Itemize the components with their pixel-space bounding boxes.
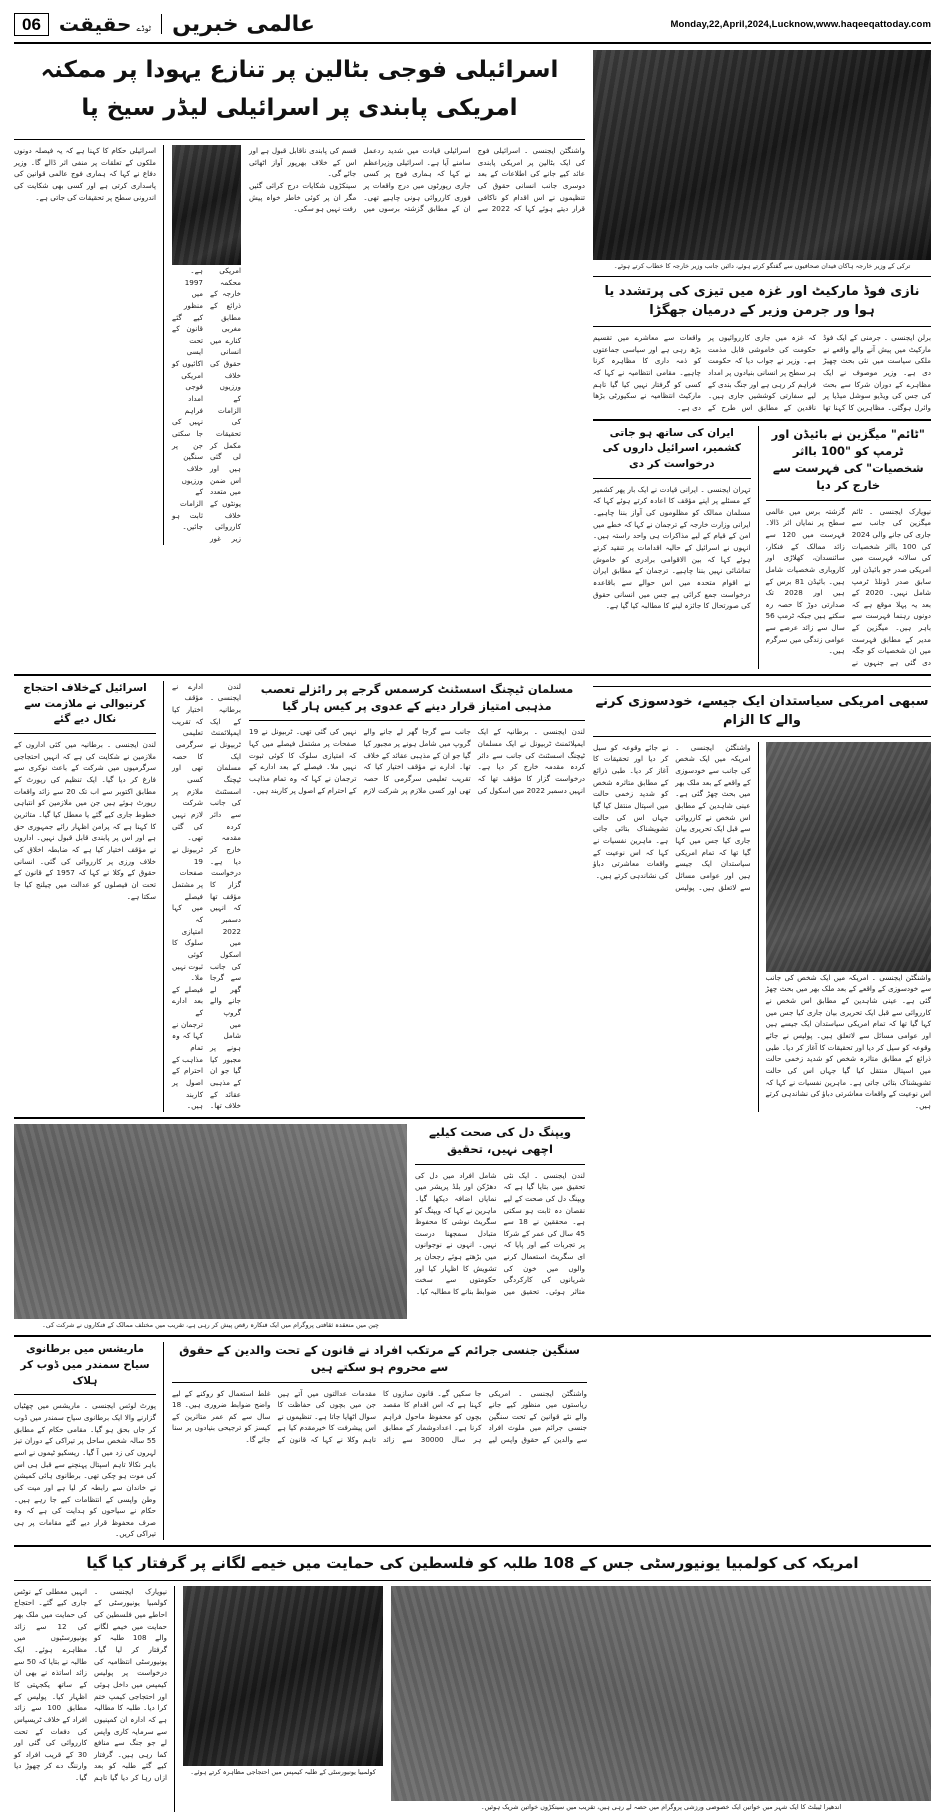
divider	[249, 720, 585, 721]
divider	[161, 14, 162, 34]
body-nazi-food-market: برلن ایجنسی ۔ جرمنی کے ایک فوڈ مارکیٹ میں پیش آنے والے واقعے نے ملکی سیاست میں نئی بحث چھیڑ دی ہے۔ وزیر موصوف نے ایک مظاہرے کے دوران شرکا سے بحث کی جس کی ویڈیو سوشل میڈیا پر وائرل ہوگئی۔ مظاہرین کا کہنا تھا کہ غزہ میں جاری کارروائیوں پر حکومت کی خاموشی قابل مذمت ہے۔ وزیر نے جواب دیا کہ حکومت ہر سطح پر انسانی بنیادوں پر امداد فراہم کر رہی ہے اور جنگ بندی کے لیے سفارتی کوششیں جاری ہیں۔ ناقدین کے مطابق اس طرح کے واقعات سے معاشرے میں تقسیم بڑھ رہی ہے اور سیاسی جماعتوں کو ذمہ داری کا مظاہرہ کرنا چاہیے۔ مقامی انتظامیہ نے کہا کہ کسی کو گرفتار نہیں کیا گیا تاہم مارکیٹ انتظامیہ نے سکیورٹی بڑھا دی ہے۔	[593, 332, 931, 412]
yoga-photo-wrap	[391, 1586, 931, 1812]
divider	[766, 500, 932, 501]
middle-right	[14, 681, 585, 1330]
photo-caption-columbia: کولمبیا یونیورسٹی کے طلبہ کیمپس میں احتجاجی مظاہرہ کرتے ہوئے۔	[190, 1767, 376, 1776]
body-self-immolation-a: واشنگٹن ایجنسی ۔ امریکہ میں ایک شخص کی جانب سے خودسوزی کے واقعے کے بعد ملک بھر میں بحث چھڑ گئی ہے۔ عینی شاہدین کے مطابق اس شخص نے کارروائی سے قبل ایک تحریری بیان جاری کیا جس میں کہا گیا تھا کہ تمام امریکی سیاستدان ایک جیسے ہیں اور عوامی مسائل سے لاتعلق ہیں۔ پولیس نے جائے وقوعہ کو سیل کر دیا اور تحقیقات کا آغاز کر دیا۔ طبی ذرائع کے مطابق متاثرہ شخص کو شدید زخمی حالت میں اسپتال منتقل کیا گیا جہاں اس کی حالت تشویشناک بتائی جاتی ہے۔ ماہرین نفسیات نے کہا کہ اس نوعیت کے واقعات معاشرتی دباؤ کی نشاندہی کرتے ہیں۔	[765, 972, 931, 1110]
headline-time-magazine: "ٹائم" میگزین نے بائیڈن اور ٹرمپ کو "100 بااثر شخصیات" کی فہرست سے خارج کر دیا	[771, 426, 925, 493]
body-muslim-tech-church-cont: لندن ایجنسی ۔ برطانیہ کے ایک ایمپلائمنٹ ٹربیونل نے ایک مسلمان ٹیچنگ اسسٹنٹ کی جانب سے دائر کردہ مقدمہ خارج کر دیا ہے۔ درخواست گزار کا مؤقف تھا کہ انہیں دسمبر 2022 میں اسکول کی جانب سے گرجا گھر لے جانے والے گروپ میں شامل ہونے پر مجبور کیا گیا جو ان کے مذہبی عقائد کے خلاف تھا۔ ادارے نے مؤقف اختیار کیا کہ تقریب تعلیمی سرگرمی کا حصہ تھی اور کسی ملازم پر شرکت لازم نہیں کی گئی تھی۔ ٹربیونل نے 19 صفحات پر مشتمل فیصلے میں کہا کہ امتیازی سلوک کا کوئی ثبوت نہیں ملا۔ فیصلے کے بعد ادارے کے ترجمان نے کہا کہ وہ تمام مذاہب کے احترام کے اصول پر کاربند ہیں۔	[172, 681, 241, 1111]
self-immolation-text	[593, 742, 759, 1112]
headline-nazi-food-market: نازی فوڈ مارکیٹ اور غزہ میں تیزی کی پرتشدد یا ہوا ور جرمن وزیر کے درمیان جھگڑا	[604, 283, 920, 319]
divider	[415, 1164, 585, 1165]
brand-sub: ٹوڈے	[136, 23, 152, 33]
mid-col-c	[14, 681, 164, 1112]
mid-col-a	[249, 681, 585, 1112]
page-number: 06	[14, 13, 49, 36]
body-sexual-crimes: واشنگٹن ایجنسی ۔ امریکی ریاستوں میں منظور کیے جانے والے نئے قوانین کے تحت سنگین جنسی جرائم میں ملوث افراد سے والدین کے حقوق واپس لیے جا سکیں گے۔ قانون سازوں کا کہنا ہے کہ اس اقدام کا مقصد بچوں کو محفوظ ماحول فراہم کرنا ہے۔ اعدادوشمار کے مطابق ہر سال 30000 سے زائد مقدمات عدالتوں میں آتے ہیں جن میں بچوں کی حفاظت کا سوال اٹھایا جاتا ہے۔ تنظیموں نے اس پیشرفت کا خیرمقدم کیا ہے تاہم وکلا نے کہا کہ قانون کے غلط استعمال کو روکنے کے لیے واضح ضوابط ضروری ہیں۔ 18 سال سے کم عمر متاثرین کے کیسز کو ترجیحی بنیادوں پر سنا جائے گا۔	[172, 1388, 587, 1445]
photo-yoga-class	[391, 1586, 931, 1801]
top-section	[14, 50, 931, 669]
lead-right	[14, 145, 164, 545]
middle-left-spacer	[593, 681, 931, 1330]
lead-body-2: دوسری جانب انسانی حقوق کی تنظیموں نے اس اقدام کو ناکافی قرار دیتے ہوئے کہا کہ 2022 سے جاری رپورٹوں میں درج واقعات پر فوری کارروائی ہونی چاہیے تھی۔ ان کے مطابق گزشتہ برسوں میں سینکڑوں شکایات درج کرائی گئیں مگر ان پر کوئی خاطر خواہ پیش رفت نہیں ہو سکی۔	[249, 180, 585, 214]
lead-columns	[14, 145, 585, 545]
headline-columbia: امریکہ کی کولمبیا یونیورسٹی جس کے 108 طلبہ کو فلسطین کی حمایت میں خیمے لگانے پر گرفتار کیا گیا	[86, 1554, 859, 1573]
lead-body-3: امریکی محکمہ خارجہ کے ذرائع کے مطابق مغربی کنارے میں انسانی حقوق کی خلاف ورزیوں کے الزامات کی تحقیقات مکمل کر لی گئی ہیں اور اس ضمن میں متعدد یونٹوں کے خلاف کارروائی زیر غور ہے۔ 1997 میں منظور کیے گئے قانون کے تحت ایسی اکائیوں کو امریکی فوجی امداد فراہم نہیں کی جا سکتی جن پر سنگین خلاف ورزیوں کے الزامات ثابت ہو جائیں۔	[172, 265, 241, 543]
divider	[14, 1335, 931, 1337]
body-iran-kashmir: تہران ایجنسی ۔ ایرانی قیادت نے ایک بار پھر کشمیر کے مسئلے پر اپنے مؤقف کا اعادہ کرتے ہوئے کہا کہ مسلمان ممالک کو مظلوموں کی آواز بننا چاہیے۔ ایرانی وزارت خارجہ کے ترجمان نے کہا کہ خطے میں امن کے قیام کے لیے مذاکرات ہی واحد راستہ ہیں۔ انہوں نے اسرائیل کے حالیہ اقدامات پر تنقید کرتے ہوئے کہا کہ بین الاقوامی برادری کو خاموش تماشائی نہیں بننا چاہیے۔ ترجمان کے مطابق ایران نے اقوام متحدہ میں اس حوالے سے باقاعدہ درخواست جمع کرائی ہے جس میں انسانی حقوق کی صورتحال کا جائزہ لینے کا مطالبہ کیا گیا ہے۔	[593, 484, 751, 611]
headline-usa-self-immolation: سبھی امریکی سیاستدان ایک جیسے، خودسوزی کرنے والے کا الزام	[595, 693, 929, 729]
divider	[593, 686, 931, 687]
headline-muslim-tech-church: مسلمان ٹیچنگ اسسٹنٹ کرسمس گرجے پر رائزلے تعصب مذہبی امتیاز قرار دینے کے عدوی پر کیس ہار گیا	[260, 681, 574, 713]
lead-text-left	[249, 145, 585, 545]
photo-caption-yoga: اندھیرا ٹیبلٹ کا ایک شہر میں خواتین ایک خصوصی ورزشی پروگرام میں حصہ لے رہی ہیں، تقریب میں سینکڑوں خواتین شریک ہوئیں۔	[480, 1802, 842, 1811]
section-title: عالمی خبریں	[172, 11, 315, 37]
photo-caption-dancer: چین میں منعقدہ ثقافتی پروگرام میں ایک فنکارہ رقص پیش کر رہی ہے، تقریب میں مختلف ممالک کے فنکاروں نے شرکت کی۔	[42, 1321, 379, 1330]
photo-gaza-soldiers	[172, 145, 241, 265]
headline-mauritius: ماریشس میں برطانوی سیاح سمندر میں ڈوب کر ہلاک	[20, 1343, 150, 1387]
headline-sexual-crimes: سنگین جنسی جرائم کے مرتکب افراد نے قانون کے تحت والدین کے حقوق سے محروم ہو سکتے ہیں	[179, 1343, 580, 1375]
masthead	[14, 10, 931, 44]
body-time-magazine: نیویارک ایجنسی ۔ ٹائم میگزین کی جانب سے جاری کی جانے والی 2024 کی 100 بااثر شخصیات کی سالانہ فہرست میں امریکی صدر جو بائیڈن اور سابق صدر ڈونلڈ ٹرمپ شامل نہیں۔ 2020 کے بعد یہ پہلا موقع ہے کہ دونوں رہنما فہرست سے باہر ہیں۔ میگزین کے مدیر کے مطابق فہرست میں ان شخصیات کو جگہ دی گئی ہے جنہوں نے گزشتہ برس میں عالمی سطح پر نمایاں اثر ڈالا۔ فہرست میں 120 سے زائد ممالک کے فنکار، سائنسدان، کھلاڑی اور کاروباری شخصیات شامل ہیں۔ بائیڈن 81 برس کے ہیں اور 2028 تک صدارتی دوڑ کا حصہ رہ سکتے ہیں جبکہ ٹرمپ 56 سال سے زائد عرصے سے عوامی زندگی میں سرگرم ہیں۔	[765, 506, 932, 668]
body-muslim-tech-church: لندن ایجنسی ۔ برطانیہ کے ایک ایمپلائمنٹ ٹربیونل نے ایک مسلمان ٹیچنگ اسسٹنٹ کی جانب سے دائر کردہ مقدمہ خارج کر دیا ہے۔ درخواست گزار کا مؤقف تھا کہ انہیں دسمبر 2022 میں اسکول کی جانب سے گرجا گھر لے جانے والے گروپ میں شامل ہونے پر مجبور کیا گیا جو ان کے مذہبی عقائد کے خلاف تھا۔ ادارے نے مؤقف اختیار کیا کہ تقریب تعلیمی سرگرمی کا حصہ تھی اور کسی ملازم پر شرکت لازم نہیں کی گئی تھی۔ ٹربیونل نے 19 صفحات پر مشتمل فیصلے میں کہا کہ امتیازی سلوک کا کوئی ثبوت نہیں ملا۔ فیصلے کے بعد ادارے کے ترجمان نے کہا کہ وہ تمام مذاہب کے احترام کے اصول پر کاربند ہیں۔	[249, 727, 586, 795]
dance-photo-wrap	[14, 1124, 407, 1330]
divider	[593, 478, 751, 479]
divider	[14, 1394, 156, 1395]
divider	[593, 276, 931, 277]
body-mauritius: پورٹ لوئس ایجنسی ۔ ماریشس میں چھٹیاں گزارنے والا ایک برطانوی سیاح سمندر میں ڈوب کر جاں بحق ہو گیا۔ مقامی حکام کے مطابق 55 سالہ شخص ساحل پر تیراکی کے دوران تیز لہروں کی زد میں آ گیا۔ ریسکیو ٹیموں نے اسے باہر نکالا تاہم اسپتال پہنچنے سے قبل ہی اس کی موت ہو چکی تھی۔ برطانوی ہائی کمیشن نے خاندان سے رابطہ کر لیا ہے اور میت کی وطن واپسی کے انتظامات کیے جا رہے ہیں۔ حکام نے سیاحوں کو ہدایت کی ہے کہ وہ صرف محفوظ قرار دیے گئے مقامات پر ہی تیراکی کریں۔	[14, 1401, 156, 1539]
divider	[14, 139, 585, 140]
left-top-column	[593, 50, 931, 669]
vaping-section	[14, 1124, 585, 1330]
time-iran-row	[593, 426, 931, 669]
article-time-magazine	[766, 426, 932, 669]
headline-vaping: ویپنگ دل کی صحت کیلیے اچھی نہیں، تحقیق	[429, 1125, 571, 1157]
divider	[14, 1545, 931, 1547]
body-self-immolation-b: واشنگٹن ایجنسی ۔ امریکہ میں ایک شخص کی جانب سے خودسوزی کے واقعے کے بعد ملک بھر میں بحث چھڑ گئی ہے۔ عینی شاہدین کے مطابق اس شخص نے کارروائی سے قبل ایک تحریری بیان جاری کیا جس میں کہا گیا تھا کہ تمام امریکی سیاستدان ایک جیسے ہیں اور عوامی مسائل سے لاتعلق ہیں۔ پولیس نے جائے وقوعہ کو سیل کر دیا اور تحقیقات کا آغاز کر دیا۔ طبی ذرائع کے مطابق متاثرہ شخص کو شدید زخمی حالت میں اسپتال منتقل کیا گیا جہاں اس کی حالت تشویشناک بتائی جاتی ہے۔ ماہرین نفسیات نے کہا کہ اس نوعیت کے واقعات معاشرتی دباؤ کی نشاندہی کرتے ہیں۔	[593, 742, 751, 892]
divider	[14, 674, 931, 676]
headline-iran-kashmir: ایران کی ساتھ ہو جاتی کشمیر، اسرائیل داروں کی درخواست کر دی	[602, 426, 741, 471]
footer-section	[14, 1586, 931, 1812]
divider	[14, 1580, 931, 1581]
photo-columbia-protest	[183, 1586, 383, 1766]
divider	[14, 733, 156, 734]
divider	[172, 1382, 587, 1383]
lead-body-4: اسرائیلی حکام کا کہنا ہے کہ یہ فیصلہ دونوں ملکوں کے تعلقات پر منفی اثر ڈالے گا۔ وزیر دفاع نے کہا کہ ہماری فوج عالمی قوانین کی پاسداری کرتی ہے اور کسی بھی شکایت کی اندرونی سطح پر تحقیقات کی جاتی ہے۔	[14, 145, 156, 202]
lead-story	[14, 50, 585, 669]
divider	[593, 326, 931, 327]
photo-turkish-officials	[593, 50, 931, 260]
body-vaping: لندن ایجنسی ۔ ایک نئی تحقیق میں بتایا گیا ہے کہ ویپنگ دل کی صحت کے لیے نقصان دہ ثابت ہو سکتی ہے۔ محققین نے 18 سے 45 سال کی عمر کے شرکا پر تجربات کیے اور پایا کہ ای سگریٹ استعمال کرنے والوں میں خون کی شریانوں کی کارکردگی متاثر ہوئی۔ تحقیق میں شامل افراد میں دل کی دھڑکن اور بلڈ پریشر میں نمایاں اضافہ دیکھا گیا۔ ماہرین نے کہا کہ ویپنگ کو سگریٹ نوشی کا محفوظ متبادل سمجھنا درست نہیں۔ انہوں نے نوجوانوں میں بڑھتے ہوئے رجحان پر تشویش کا اظہار کیا اور حکومتوں سے سخت ضوابط بنانے کا مطالبہ کیا۔	[415, 1170, 585, 1297]
lead-headline: اسرائیلی فوجی بٹالین پر تنازع یہودا پر ممکنہ امریکی پابندی پر اسرائیلی لیڈر سیخ پا	[40, 57, 559, 121]
photo-nypd-officers	[766, 742, 932, 972]
divider	[593, 736, 931, 737]
brand-name: حقیقت	[58, 12, 132, 36]
lead-body-1: واشنگٹن ایجنسی ۔ اسرائیلی فوج کی ایک بٹالین پر امریکی پابندی عائد کیے جانے کی اطلاعات کے بعد اسرائیلی قیادت میں شدید ردعمل سامنے آیا ہے۔ اسرائیلی وزیراعظم نے کہا کہ ہماری فوج پر کسی قسم کی پابندی ناقابل قبول ہے اور اس کے خلاف بھرپور آواز اٹھائی جائے گی۔	[249, 145, 585, 179]
masthead-right-group	[14, 12, 315, 37]
self-immolation-photo-wrap	[766, 742, 932, 1112]
article-sexual-crimes	[172, 1342, 587, 1540]
columbia-text	[14, 1586, 175, 1812]
middle-right-columns	[14, 681, 585, 1112]
lower-middle-section	[14, 1342, 931, 1540]
divider	[14, 1117, 585, 1119]
self-immolation-layout	[593, 742, 931, 1112]
divider	[593, 419, 931, 421]
middle-section	[14, 681, 931, 1330]
brand	[59, 12, 151, 36]
headline-israel-protest: اسرائیل کےخلاف احتجاج کرنیوالی نے ملازمت سے نکال دیے گئے	[23, 681, 147, 726]
body-israel-protest: لندن ایجنسی ۔ برطانیہ میں کئی اداروں کے ملازمین نے شکایت کی ہے کہ انہیں احتجاجی سرگرمیوں میں شرکت کے باعث نوکری سے فارغ کر دیا گیا۔ ایک تنظیم کی رپورٹ کے مطابق اکتوبر سے اب تک 20 سے زائد واقعات رپورٹ ہوئے ہیں جن میں ملازمین کو انتباہی خطوط جاری کیے گئے یا معطل کیا گیا۔ متاثرین کا کہنا ہے کہ پرامن اظہار رائے جمہوری حق ہے اور اس پر پابندی قابل قبول نہیں۔ اداروں نے مؤقف اختیار کیا ہے کہ ضابطہ اخلاق کی خلاف ورزی پر کارروائی کی گئی۔ انسانی حقوق کے وکلا نے کہا کہ 1957 کے قانون کے تحت ان فیصلوں کو عدالت میں چیلنج کیا جا سکتا ہے۔	[14, 740, 156, 901]
vaping-text-col	[415, 1124, 585, 1330]
photo-cultural-dancer	[14, 1124, 407, 1319]
body-columbia: نیویارک ایجنسی ۔ کولمبیا یونیورسٹی کے احاطے میں فلسطین کی حمایت میں خیمے لگانے والے 108 طلبہ کو گرفتار کر لیا گیا۔ یونیورسٹی انتظامیہ کی درخواست پر پولیس کیمپس میں داخل ہوئی اور احتجاجی کیمپ ختم کرا دیا۔ طلبہ کا مطالبہ ہے کہ ادارہ ان کمپنیوں سے سرمایہ کاری واپس لے جو جنگ سے منافع کما رہی ہیں۔ گرفتار کیے گئے طلبہ کو بعد ازاں رہا کر دیا گیا تاہم انہیں معطلی کے نوٹس جاری کیے گئے۔ احتجاج کی حمایت میں ملک بھر کی 12 سے زائد یونیورسٹیوں میں مظاہرے ہوئے۔ ایک طالبہ نے بتایا کہ 50 سے زائد اساتذہ نے بھی ان کے ساتھ یکجہتی کا اظہار کیا۔ پولیس کے مطابق 100 سے زائد افراد کے خلاف ٹریسپاس کی دفعات کے تحت کارروائی کی گئی اور 30 کے قریب افراد کو وارننگ دے کر چھوڑ دیا گیا۔	[14, 1586, 167, 1783]
photo-caption: ترکی کے وزیر خارجہ ہاکان فیدان صحافیوں سے گفتگو کرتے ہوئے، دائیں جانب وزیر خارجہ کا خطاب کرتے ہوئے۔	[613, 262, 911, 270]
lower-spacer	[595, 1342, 931, 1540]
dateline: Monday,22,April,2024,Lucknow,www.haqeeqattoday.com	[670, 18, 931, 30]
article-mauritius	[14, 1342, 164, 1540]
columbia-photo-wrap	[183, 1586, 383, 1812]
lead-center	[172, 145, 241, 545]
article-iran-kashmir	[593, 426, 759, 669]
mid-col-b	[172, 681, 241, 1112]
